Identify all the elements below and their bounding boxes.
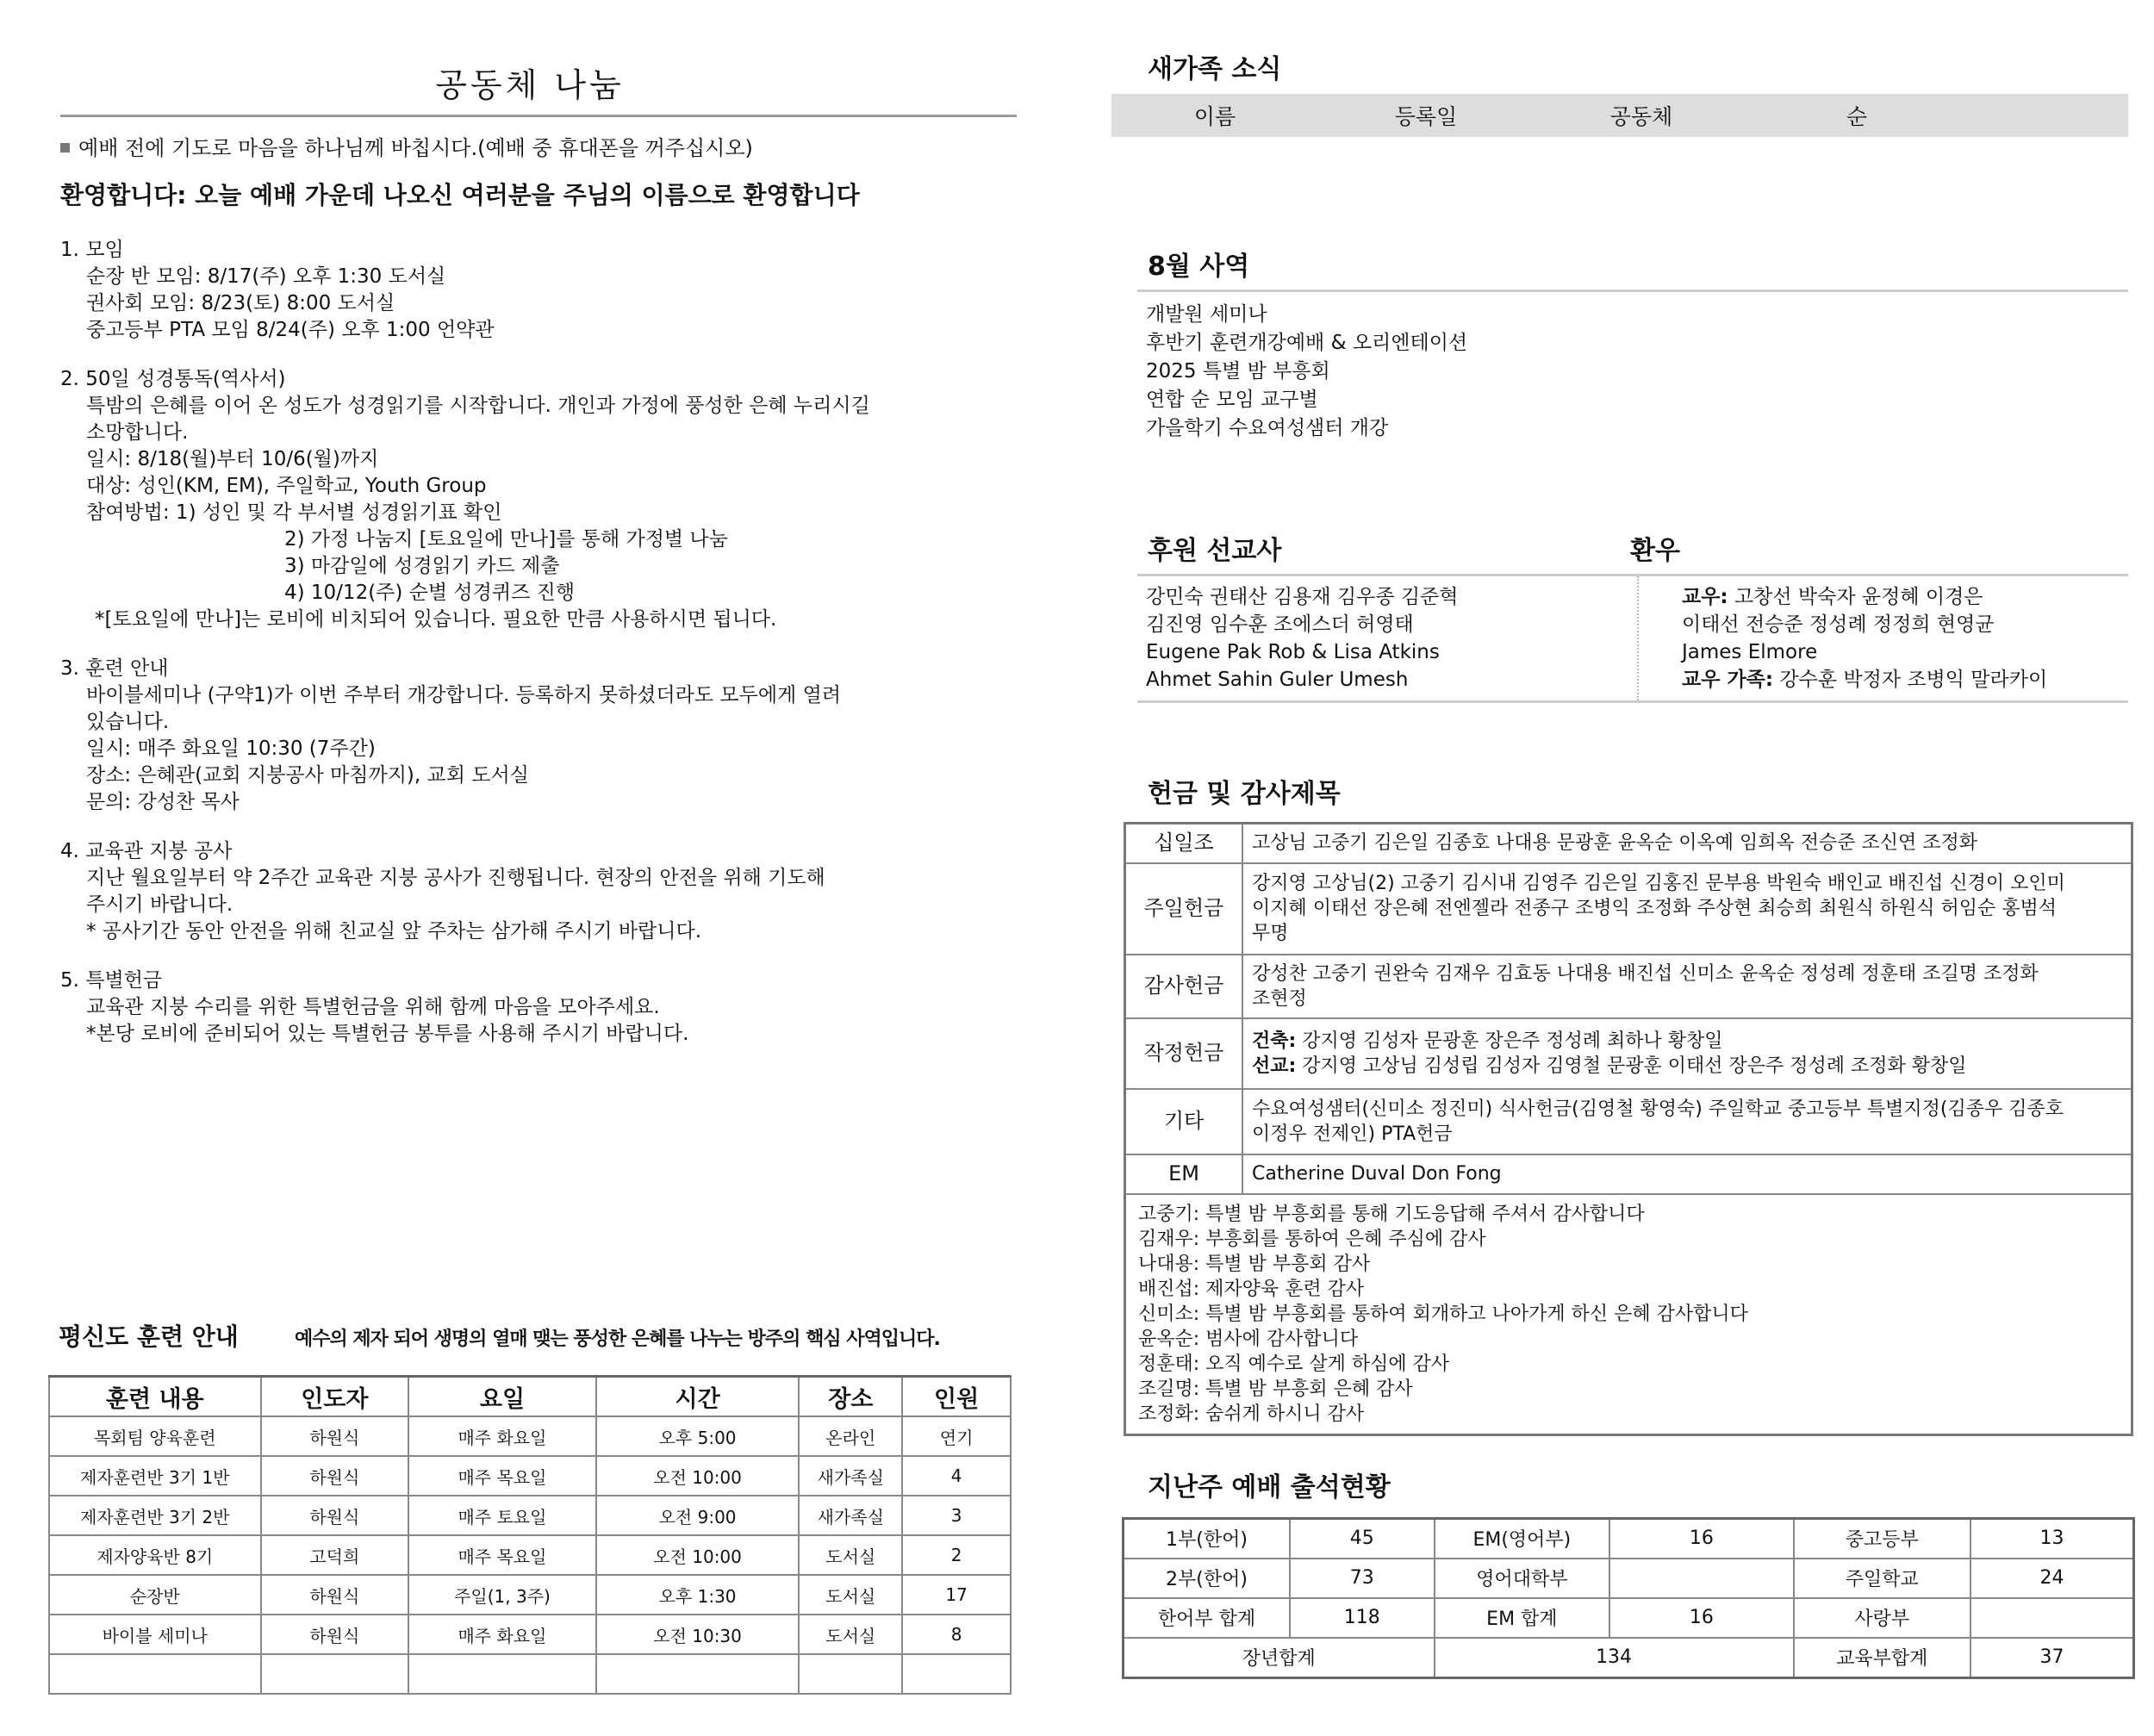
training-cell: 매주 화요일 xyxy=(408,1615,596,1654)
training-cell: 하원식 xyxy=(261,1456,409,1496)
offering-line xyxy=(1252,961,2122,986)
training-cell xyxy=(596,1654,800,1694)
training-cell: 온라인 xyxy=(799,1416,902,1456)
attendance-cell: 16 xyxy=(1609,1518,1793,1559)
announcement-line: 바이블세미나 (구약1)가 이번 주부터 개강합니다. 등록하지 못하셨더라도 모두에게 열려 xyxy=(86,684,842,706)
table-row xyxy=(49,1456,1011,1496)
offering-label: 십일조 xyxy=(1125,824,1243,863)
thanks-line: 김재우: 부흥회를 통하여 은혜 주심에 감사 xyxy=(1138,1228,1486,1250)
announcement-line: 소망합니다. xyxy=(86,421,189,444)
announcement-heading: 5. 특별헌금 xyxy=(60,969,163,992)
attendance-cell: 13 xyxy=(1970,1518,2134,1559)
offering-label: EM xyxy=(1125,1154,1243,1194)
announcement-line: 2) 가정 나눔지 [토요일에 만나]를 통해 가정별 나눔 xyxy=(284,528,728,551)
offering-row xyxy=(1125,1089,2132,1154)
august-event: 가을학기 수요여성샘터 개강 xyxy=(1146,417,1389,439)
offering-text: Catherine Duval Don Fong xyxy=(1252,1163,1502,1185)
attendance-section xyxy=(1122,1517,2128,1679)
announcement-line: 지난 월요일부터 약 2주간 교육관 지붕 공사가 진행됩니다. 현장의 안전을 위해 기도해 xyxy=(86,867,825,889)
training-subtitle: 예수의 제자 되어 생명의 열매 맺는 풍성한 은혜를 나누는 방주의 핵심 사역입니다. xyxy=(294,1328,940,1350)
training-cell: 4 xyxy=(902,1456,1011,1496)
attendance-cell: 73 xyxy=(1290,1559,1435,1598)
visitors-title: 환우 xyxy=(1630,536,1680,566)
august-event: 2025 특별 밤 부흥회 xyxy=(1146,360,1330,383)
training-column-header: 인도자 xyxy=(261,1377,409,1417)
offering-line xyxy=(1252,1097,2122,1122)
announcement-line: 장소: 은혜관(교회 지붕공사 마침까지), 교회 도서실 xyxy=(86,764,529,787)
visitor-names: 강수훈 박정자 조병익 말라카이 xyxy=(1773,669,2048,691)
training-cell: 8 xyxy=(902,1615,1011,1654)
august-event: 후반기 훈련개강예배 & 오리엔테이션 xyxy=(1146,332,1468,354)
announcement-item xyxy=(60,237,999,344)
offering-text: 고상님 고중기 김은일 김종호 나대용 문광훈 윤옥순 이옥예 임희옥 전승준 조신연 조정화 xyxy=(1252,832,1977,855)
missionaries-list xyxy=(1111,576,1639,700)
table-row xyxy=(49,1416,1011,1456)
attendance-table xyxy=(1122,1517,2135,1679)
visitor-label: 교우: xyxy=(1682,586,1728,608)
attendance-cell: 16 xyxy=(1609,1598,1793,1638)
thanks-line: 정훈태: 오직 예수로 살게 하심에 감사 xyxy=(1138,1353,1450,1375)
training-cell: 3 xyxy=(902,1496,1011,1535)
training-cell: 오후 5:00 xyxy=(596,1416,800,1456)
new-family-column: 순 xyxy=(1846,104,1868,129)
offering-text: 조현정 xyxy=(1252,987,1307,1010)
training-cell xyxy=(799,1654,902,1694)
offering-text: 강지영 김성자 문광훈 장은주 정성례 최하나 황창일 xyxy=(1296,1030,1723,1052)
training-cell: 오후 1:30 xyxy=(596,1575,800,1615)
offering-label: 작정헌금 xyxy=(1125,1018,1243,1089)
offering-line xyxy=(1252,1054,2122,1079)
new-family-column: 이름 xyxy=(1193,104,1236,129)
attendance-title: 지난주 예배 출석현황 xyxy=(1148,1472,1391,1503)
offering-names xyxy=(1242,955,2132,1018)
new-family-header xyxy=(1111,94,2128,137)
offering-line xyxy=(1252,871,2122,896)
training-column-header: 인원 xyxy=(902,1377,1011,1417)
training-cell: 2 xyxy=(902,1535,1011,1575)
new-family-title: 새가족 소식 xyxy=(1148,54,1282,84)
offering-line xyxy=(1252,986,2122,1011)
announcement-item xyxy=(60,366,999,633)
training-cell: 하원식 xyxy=(261,1496,409,1535)
thanks-line: 윤옥순: 범사에 감사합니다 xyxy=(1138,1328,1359,1350)
training-cell: 매주 목요일 xyxy=(408,1456,596,1496)
announcement-line: 문의: 강성찬 목사 xyxy=(86,791,240,813)
offering-row xyxy=(1125,1154,2132,1194)
training-cell: 연기 xyxy=(902,1416,1011,1456)
training-column-header: 시간 xyxy=(596,1377,800,1417)
training-table xyxy=(48,1375,1012,1695)
visitor-line xyxy=(1682,638,2047,666)
attendance-table-body xyxy=(1124,1518,2134,1677)
training-cell: 매주 토요일 xyxy=(408,1496,596,1535)
training-column-header: 요일 xyxy=(408,1377,596,1417)
training-cell: 오전 10:00 xyxy=(596,1535,800,1575)
offering-names xyxy=(1242,1089,2132,1154)
training-cell: 오전 10:00 xyxy=(596,1456,800,1496)
training-cell: 목회팀 양육훈련 xyxy=(49,1416,261,1456)
august-title: 8월 사역 xyxy=(1148,252,1250,282)
new-family-column: 공동체 xyxy=(1609,104,1673,129)
training-cell xyxy=(261,1654,409,1694)
august-event: 연합 순 모임 교구별 xyxy=(1146,389,1318,411)
attendance-total-row xyxy=(1124,1638,2134,1678)
attendance-cell: 2부(한어) xyxy=(1124,1559,1290,1598)
right-page xyxy=(1111,47,2128,1679)
announcement-line: 4) 10/12(주) 순별 성경퀴즈 진행 xyxy=(284,582,576,604)
announcement-line: 참여방법: 1) 성인 및 각 부서별 성경읽기표 확인 xyxy=(86,501,502,524)
attendance-cell xyxy=(1609,1559,1793,1598)
offering-text: 수요여성샘터(신미소 정진미) 식사헌금(김영철 황영숙) 주일학교 중고등부 특별지정(김종우 김종호 xyxy=(1252,1098,2064,1120)
attendance-cell: 사랑부 xyxy=(1794,1598,1970,1638)
visitor-line xyxy=(1682,666,2047,694)
attendance-cell: 주일학교 xyxy=(1794,1559,1970,1598)
offering-sublabel: 선교: xyxy=(1252,1055,1297,1077)
offering-table xyxy=(1124,822,2133,1436)
missionary-line: 강민숙 권태산 김용재 김우종 김준혁 xyxy=(1146,586,1459,608)
announcement-heading: 1. 모임 xyxy=(60,239,124,261)
training-cell: 17 xyxy=(902,1575,1011,1615)
table-row xyxy=(49,1615,1011,1654)
training-cell: 새가족실 xyxy=(799,1456,902,1496)
announcement-line: * 공사기간 동안 안전을 위해 친교실 앞 주차는 삼가해 주시기 바랍니다. xyxy=(86,920,702,943)
table-row xyxy=(49,1575,1011,1615)
training-cell xyxy=(49,1654,261,1694)
attendance-cell: EM(영어부) xyxy=(1435,1518,1610,1559)
offering-text: 강지영 고상님(2) 고중기 김시내 김영주 김은일 김홍진 문부용 박원숙 배인교 배진섭 신경이 오인미 xyxy=(1252,873,2065,894)
attendance-cell: 중고등부 xyxy=(1794,1518,1970,1559)
thanks-line: 조정화: 숨쉬게 하시니 감사 xyxy=(1138,1403,1365,1425)
attendance-row xyxy=(1124,1518,2134,1559)
announcement-line: 있습니다. xyxy=(86,711,170,733)
attendance-row xyxy=(1124,1598,2134,1638)
announcement-line: *본당 로비에 준비되어 있는 특별헌금 봉투를 사용해 주시기 바랍니다. xyxy=(86,1023,689,1045)
table-row xyxy=(49,1496,1011,1535)
attendance-total-cell: 장년합계 xyxy=(1124,1638,1435,1678)
offering-row xyxy=(1125,824,2132,863)
offering-row xyxy=(1125,1018,2132,1089)
attendance-cell: EM 합계 xyxy=(1435,1598,1610,1638)
training-cell: 하원식 xyxy=(261,1575,409,1615)
attendance-total-cell: 교육부합계 xyxy=(1794,1638,1970,1678)
thanks-line: 신미소: 특별 밤 부흥회를 통하여 회개하고 나아가게 하신 은혜 감사합니다 xyxy=(1138,1303,1748,1325)
missionary-line: Ahmet Sahin Guler Umesh xyxy=(1146,669,1409,691)
offering-names xyxy=(1242,824,2132,863)
training-cell xyxy=(408,1654,596,1694)
training-cell: 도서실 xyxy=(799,1615,902,1654)
announcement-item xyxy=(60,838,999,945)
training-cell: 오전 9:00 xyxy=(596,1496,800,1535)
offering-line xyxy=(1252,896,2122,921)
offering-label: 주일헌금 xyxy=(1125,863,1243,955)
visitor-names: 이태선 전승준 정성례 정정희 현영균 xyxy=(1682,613,1995,636)
attendance-cell xyxy=(1970,1598,2134,1638)
visitor-line xyxy=(1682,611,2047,638)
attendance-row xyxy=(1124,1559,2134,1598)
visitor-line xyxy=(1682,583,2047,611)
visitor-names: 고창선 박숙자 윤정혜 이경은 xyxy=(1728,586,1983,608)
welcome-message: 환영합니다: 오늘 예배 가운데 나오신 여러분을 주님의 이름으로 환영합니다 xyxy=(60,181,860,209)
training-cell: 하원식 xyxy=(261,1416,409,1456)
new-family-column: 등록일 xyxy=(1394,104,1458,129)
offering-names xyxy=(1242,1018,2132,1089)
thanks-row xyxy=(1125,1194,2132,1435)
visitors-list xyxy=(1639,576,2047,700)
offering-names xyxy=(1242,863,2132,955)
prayer-note xyxy=(60,131,999,161)
attendance-cell: 118 xyxy=(1290,1598,1435,1638)
announcement-item xyxy=(60,968,999,1048)
training-cell: 새가족실 xyxy=(799,1496,902,1535)
attendance-cell: 24 xyxy=(1970,1559,2134,1598)
august-event: 개발원 세미나 xyxy=(1146,303,1267,326)
training-cell: 바이블 세미나 xyxy=(49,1615,261,1654)
training-cell: 순장반 xyxy=(49,1575,261,1615)
offering-text: 이지혜 이태선 장은혜 전엔젤라 전종구 조병익 조정화 주상현 최승희 최원식 하원식 허임순 홍범석 xyxy=(1252,898,2058,919)
announcement-line: 중고등부 PTA 모임 8/24(주) 오후 1:00 언약관 xyxy=(86,319,495,341)
offering-table-body xyxy=(1125,824,2132,1435)
announcement-line: 일시: 매주 화요일 10:30 (7주간) xyxy=(86,737,376,760)
training-cell: 매주 화요일 xyxy=(408,1416,596,1456)
mission-visitor-body xyxy=(1111,576,2128,700)
training-cell: 오전 10:30 xyxy=(596,1615,800,1654)
announcement-line: 3) 마감일에 성경읽기 카드 제출 xyxy=(284,555,560,577)
mission-visitor-header xyxy=(1111,529,2128,567)
announcement-line: 순장 반 모임: 8/17(주) 오후 1:30 도서실 xyxy=(86,265,446,288)
training-cell: 제자훈련반 3기 1반 xyxy=(49,1456,261,1496)
offering-section xyxy=(1124,822,2128,1436)
page-title: 공동체 나눔 xyxy=(435,66,625,104)
missionaries-title: 후원 선교사 xyxy=(1148,536,1282,566)
offering-line xyxy=(1252,1029,2122,1054)
attendance-total-cell: 37 xyxy=(1970,1638,2134,1678)
offering-line xyxy=(1252,1161,2122,1186)
announcement-line: *[토요일에 만나]는 로비에 비치되어 있습니다. 필요한 만큼 사용하시면 됩니다. xyxy=(95,608,777,631)
announcement-heading: 2. 50일 성경통독(역사서) xyxy=(60,368,286,390)
training-cell: 매주 목요일 xyxy=(408,1535,596,1575)
announcement-list xyxy=(60,237,999,1048)
training-cell: 제자훈련반 3기 2반 xyxy=(49,1496,261,1535)
announcement-heading: 3. 훈련 안내 xyxy=(60,657,169,680)
offering-text: 강지영 고상님 김성립 김성자 김영철 문광훈 이태선 장은주 정성례 조정화 황창일 xyxy=(1296,1055,1967,1077)
left-page xyxy=(60,52,999,1070)
announcement-line: 대상: 성인(KM, EM), 주일학교, Youth Group xyxy=(86,475,487,497)
training-cell: 도서실 xyxy=(799,1575,902,1615)
announcement-line: 권사회 모임: 8/23(토) 8:00 도서실 xyxy=(86,292,395,314)
attendance-cell: 한어부 합계 xyxy=(1124,1598,1290,1638)
thanks-line: 고중기: 특별 밤 부흥회를 통해 기도응답해 주셔서 감사합니다 xyxy=(1138,1203,1645,1225)
missionary-line: Eugene Pak Rob & Lisa Atkins xyxy=(1146,641,1440,663)
announcement-line: 교육관 지붕 수리를 위한 특별헌금을 위해 함께 마음을 모아주세요. xyxy=(86,996,660,1018)
offering-label: 기타 xyxy=(1125,1089,1243,1154)
training-title: 평신도 훈련 안내 xyxy=(59,1322,239,1351)
announcement-item xyxy=(60,656,999,816)
training-column-header: 훈련 내용 xyxy=(49,1377,261,1417)
announcement-heading: 4. 교육관 지붕 공사 xyxy=(60,840,233,862)
training-column-header: 장소 xyxy=(799,1377,902,1417)
title-divider xyxy=(60,115,1017,117)
offering-row xyxy=(1125,863,2132,955)
training-header xyxy=(59,1318,1015,1353)
attendance-total-cell: 134 xyxy=(1435,1638,1794,1678)
attendance-cell: 45 xyxy=(1290,1518,1435,1559)
thanks-cell xyxy=(1125,1194,2132,1435)
offering-text: 무명 xyxy=(1252,923,1289,944)
training-cell xyxy=(902,1654,1011,1694)
offering-label: 감사헌금 xyxy=(1125,955,1243,1018)
offering-line xyxy=(1252,831,2122,856)
announcement-line: 특밤의 은혜를 이어 온 성도가 성경읽기를 시작합니다. 개인과 가정에 풍성한 은혜 누리시길 xyxy=(86,395,870,417)
thanks-line: 조길명: 특별 밤 부흥회 은혜 감사 xyxy=(1138,1378,1413,1400)
square-bullet-icon xyxy=(60,143,70,152)
offering-text: 이정우 전제인) PTA헌금 xyxy=(1252,1123,1453,1145)
visitor-names: James Elmore xyxy=(1682,641,1818,663)
training-cell: 하원식 xyxy=(261,1615,409,1654)
training-cell: 도서실 xyxy=(799,1535,902,1575)
offering-line xyxy=(1252,921,2122,946)
announcement-line: 일시: 8/18(월)부터 10/6(월)까지 xyxy=(86,448,379,470)
thanks-line: 나대용: 특별 밤 부흥회 감사 xyxy=(1138,1253,1371,1275)
thanks-line: 배진섭: 제자양육 훈련 감사 xyxy=(1138,1278,1365,1300)
attendance-cell: 1부(한어) xyxy=(1124,1518,1290,1559)
visitor-label: 교우 가족: xyxy=(1682,669,1774,691)
training-cell: 제자양육반 8기 xyxy=(49,1535,261,1575)
training-table-body xyxy=(49,1416,1011,1694)
august-events xyxy=(1111,292,2128,443)
offering-sublabel: 건축: xyxy=(1252,1030,1297,1052)
offering-line xyxy=(1252,1122,2122,1147)
training-cell: 고덕희 xyxy=(261,1535,409,1575)
announcement-line: 주시기 바랍니다. xyxy=(86,893,233,916)
table-row xyxy=(49,1654,1011,1694)
training-cell: 주일(1, 3주) xyxy=(408,1575,596,1615)
missionary-line: 김진영 임수훈 조에스더 허영태 xyxy=(1146,613,1414,636)
attendance-cell: 영어대학부 xyxy=(1435,1559,1610,1598)
offering-text: 강성찬 고중기 권완숙 김재우 김효동 나대용 배진섭 신미소 윤옥순 정성례 정훈태 조길명 조정화 xyxy=(1252,962,2039,985)
offering-row xyxy=(1125,955,2132,1018)
offering-title: 헌금 및 감사제목 xyxy=(1148,779,1341,809)
prayer-note-text: 예배 전에 기도로 마음을 하나님께 바칩시다.(예배 중 휴대폰을 꺼주십시오) xyxy=(78,136,753,160)
table-row xyxy=(49,1535,1011,1575)
training-table-header xyxy=(49,1377,1011,1417)
offering-names xyxy=(1242,1154,2132,1194)
